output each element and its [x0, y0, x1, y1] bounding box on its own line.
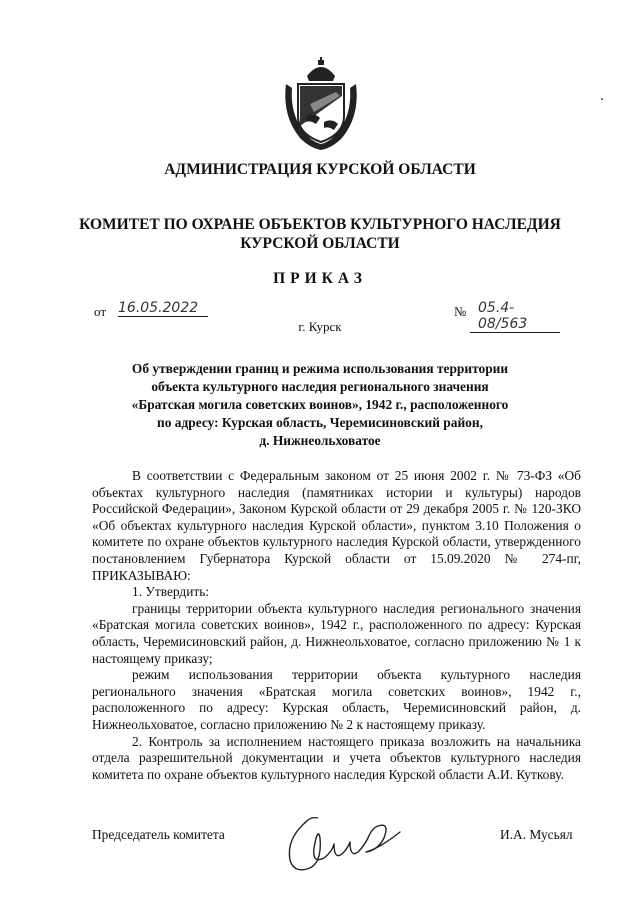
committee-title-line1: КОМИТЕТ ПО ОХРАНЕ ОБЪЕКТОВ КУЛЬТУРНОГО НАСЛЕДИЯ [79, 216, 561, 233]
body-paragraph-item2: 2. Контроль за исполнением настоящего приказа возложить на начальника отдела разрешительной документации и учета объектов культурного наследия комитета по охране объектов культурного наследия Курской области А.И. Куткову. [92, 733, 581, 782]
committee-title-line2: КУРСКОЙ ОБЛАСТИ [240, 235, 400, 252]
administration-title: АДМИНИСТРАЦИЯ КУРСКОЙ ОБЛАСТИ [164, 161, 476, 178]
city: г. Курск [298, 319, 342, 334]
number-value: 05.4-08/563 [470, 300, 560, 333]
date-value: 16.05.2022 [118, 300, 208, 317]
date-label: от [94, 304, 107, 319]
body-paragraph-item1: 1. Утвердить: [132, 584, 210, 600]
body-paragraph-preamble: В соответствии с Федеральным законом от 25 июня 2002 г. № 73-ФЗ «Об объектах культурного наследия (памятниках истории и культуры) народов Российской Федерации», Законом Курской области от 29 декабря 2005 г. № 120-ЗКО «Об объектах культурного наследия Курской области», пунктом 3.10 Положения о комитете по охране объектов культурного наследия Курской области, утвержденного постановлением Губернатора Курской области от 15.09.2020 № 274-пг, ПРИКАЗЫВАЮ: [92, 468, 581, 583]
subject-line: д. Нижнеольховатое [259, 433, 381, 448]
document-type: ПРИКАЗ [273, 270, 367, 287]
body-paragraph-regime: режим использования территории объекта культурного наследия регионального значения «Братская могила советских воинов», 1942 г., расположенного по адресу: Курская область, Черемисиновский район, д. Нижнеольховатое, согласно приложению № 2 к настоящему приказу. [92, 667, 581, 732]
subject-line: по адресу: Курская область, Черемисиновский район, [157, 415, 483, 430]
signatory-position: Председатель комитета [92, 827, 225, 842]
committee-title [0, 215, 640, 253]
number-label: № [454, 304, 467, 319]
handwritten-signature [280, 808, 405, 878]
body-paragraph-boundaries: границы территории объекта культурного наследия регионального значения «Братская могила советских воинов», 1942 г., расположенного по адресу: Курская область, Черемисиновский район, д. Нижнеольховатое, согласно приложению № 1 к настоящему приказу; [92, 600, 581, 666]
signatory-name: И.А. Мусьял [500, 827, 573, 842]
coat-of-arms-emblem [280, 56, 362, 152]
stray-mark [601, 98, 603, 100]
order-body [92, 468, 581, 783]
subject-line: Об утверждении границ и режима использования территории [131, 361, 509, 376]
subject-line: объекта культурного наследия регионального значения [151, 379, 489, 394]
subject-line: «Братская могила советских воинов», 1942 г., расположенного [131, 397, 509, 412]
order-subject [0, 360, 640, 450]
